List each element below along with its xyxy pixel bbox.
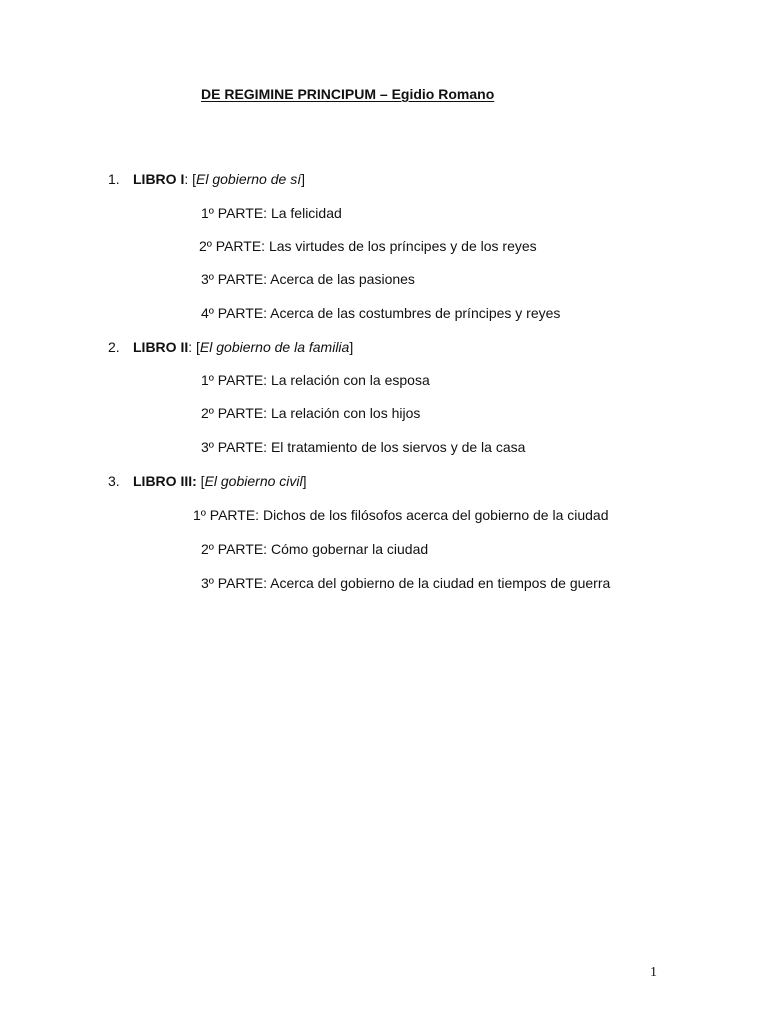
- libro-subtitle: El gobierno civil: [204, 473, 303, 489]
- parte-item: 4º PARTE: Acerca de las costumbres de príncipes y reyes: [201, 305, 561, 321]
- parte-item: 2º PARTE: La relación con los hijos: [201, 405, 421, 421]
- libro-separator: [: [196, 473, 205, 489]
- libro-label: LIBRO II: [133, 339, 189, 355]
- libro-number: 3.: [108, 473, 120, 489]
- libro-title: [133, 170, 305, 188]
- libro-separator: : [: [184, 171, 197, 187]
- libro-subtitle: El gobierno de sí: [196, 171, 302, 187]
- libro-close-bracket: ]: [349, 339, 354, 355]
- parte-item: 1º PARTE: La relación con la esposa: [201, 372, 430, 388]
- libro-number: 2.: [108, 339, 120, 355]
- libro-close-bracket: ]: [301, 171, 305, 187]
- parte-item: 2º PARTE: Cómo gobernar la ciudad: [201, 541, 429, 557]
- parte-item: 2º PARTE: Las virtudes de los príncipes y de los reyes: [199, 238, 537, 254]
- libro-label: LIBRO I: [133, 171, 185, 187]
- parte-item: 1º PARTE: La felicidad: [201, 205, 342, 221]
- parte-item: 3º PARTE: El tratamiento de los siervos y de la casa: [201, 439, 526, 455]
- parte-item: 3º PARTE: Acerca del gobierno de la ciudad en tiempos de guerra: [201, 575, 611, 591]
- libro-number: 1.: [108, 171, 120, 187]
- libro-title: [133, 472, 307, 490]
- page-number: 1: [650, 965, 657, 980]
- document-title: DE REGIMINE PRINCIPUM – Egidio Romano: [201, 86, 495, 102]
- libro-title: [133, 338, 353, 356]
- libro-label: LIBRO III:: [133, 473, 197, 489]
- libro-subtitle: El gobierno de la familia: [199, 339, 350, 355]
- libro-close-bracket: ]: [302, 473, 307, 489]
- parte-item: 3º PARTE: Acerca de las pasiones: [201, 271, 415, 287]
- libro-separator: : [: [188, 339, 200, 355]
- parte-item: 1º PARTE: Dichos de los filósofos acerca del gobierno de la ciudad: [193, 507, 609, 523]
